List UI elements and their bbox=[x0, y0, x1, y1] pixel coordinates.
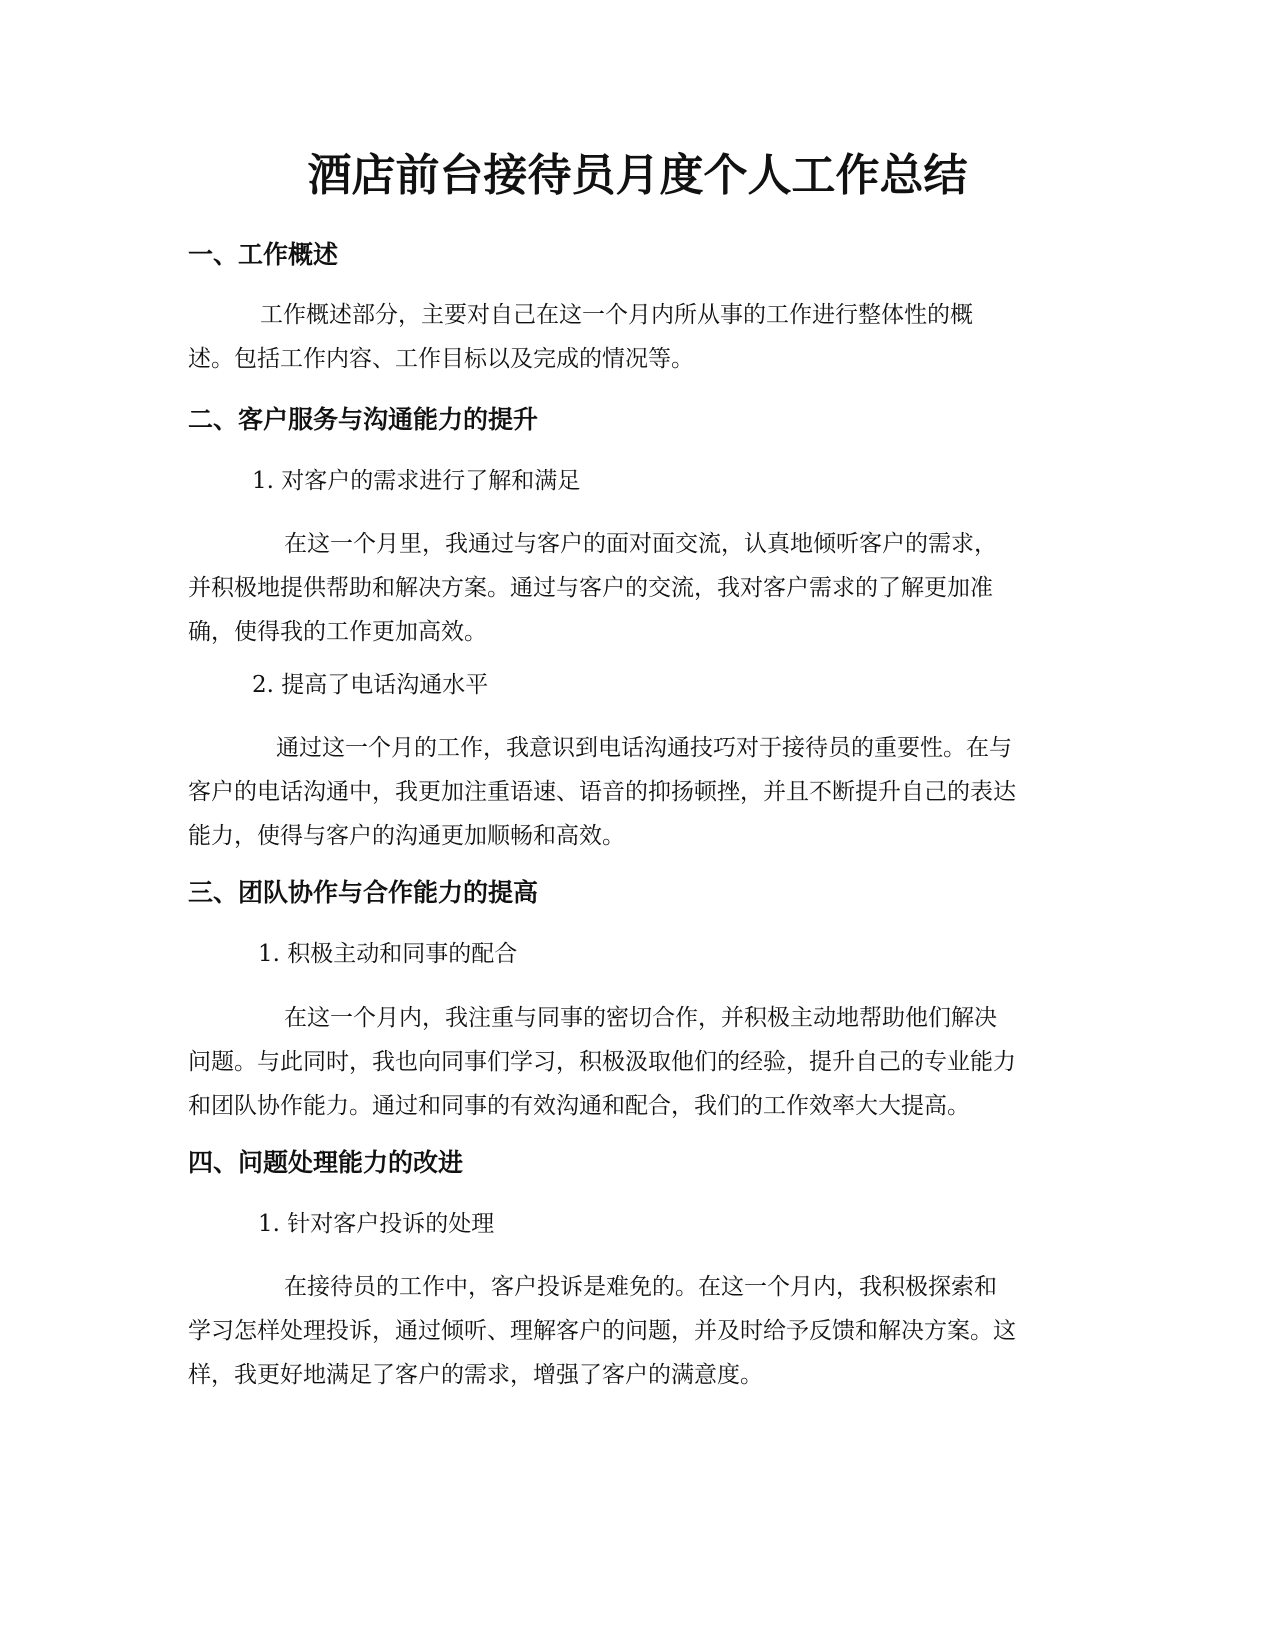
subsection-paragraph bbox=[188, 1265, 1016, 1397]
subsection-label: 2. 提高了电话沟通水平 bbox=[252, 672, 489, 698]
paragraph-line: 通过这一个月的工作，我意识到电话沟通技巧对于接待员的重要性。在与 bbox=[276, 735, 1012, 761]
section-heading-overview: 一、工作概述 bbox=[188, 240, 339, 269]
subsection-paragraph bbox=[188, 996, 1016, 1128]
section-heading-teamwork: 三、团队协作与合作能力的提高 bbox=[188, 878, 539, 907]
subsection-paragraph bbox=[188, 522, 997, 654]
paragraph-line: 客户的电话沟通中，我更加注重语速、语音的抑扬顿挫，并且不断提升自己的表达 bbox=[188, 779, 1016, 805]
paragraph-line: 在这一个月内，我注重与同事的密切合作，并积极主动地帮助他们解决 bbox=[284, 1005, 997, 1031]
paragraph-line: 述。包括工作内容、工作目标以及完成的情况等。 bbox=[188, 346, 694, 372]
overview-paragraph bbox=[188, 293, 973, 381]
paragraph-line: 和团队协作能力。通过和同事的有效沟通和配合，我们的工作效率大大提高。 bbox=[188, 1093, 970, 1119]
paragraph-line: 工作概述部分，主要对自己在这一个月内所从事的工作进行整体性的概 bbox=[260, 302, 973, 328]
paragraph-line: 确，使得我的工作更加高效。 bbox=[188, 619, 487, 645]
paragraph-line: 能力，使得与客户的沟通更加顺畅和高效。 bbox=[188, 823, 625, 849]
paragraph-line: 在接待员的工作中，客户投诉是难免的。在这一个月内，我积极探索和 bbox=[284, 1274, 997, 1300]
paragraph-line: 并积极地提供帮助和解决方案。通过与客户的交流，我对客户需求的了解更加准 bbox=[188, 575, 993, 601]
paragraph-line: 问题。与此同时，我也向同事们学习，积极汲取他们的经验，提升自己的专业能力 bbox=[188, 1049, 1016, 1075]
document-title: 酒店前台接待员月度个人工作总结 bbox=[307, 150, 968, 201]
section-heading-customer-service: 二、客户服务与沟通能力的提升 bbox=[188, 405, 539, 434]
paragraph-line: 样，我更好地满足了客户的需求，增强了客户的满意度。 bbox=[188, 1362, 763, 1388]
subsection-paragraph bbox=[188, 726, 1016, 858]
subsection-label: 1. 对客户的需求进行了解和满足 bbox=[252, 468, 581, 494]
subsection-label: 1. 积极主动和同事的配合 bbox=[258, 941, 518, 967]
subsection-label: 1. 针对客户投诉的处理 bbox=[258, 1211, 495, 1237]
paragraph-line: 在这一个月里，我通过与客户的面对面交流，认真地倾听客户的需求， bbox=[284, 531, 997, 557]
paragraph-line: 学习怎样处理投诉，通过倾听、理解客户的问题，并及时给予反馈和解决方案。这 bbox=[188, 1318, 1016, 1344]
section-heading-problem-handling: 四、问题处理能力的改进 bbox=[188, 1148, 464, 1177]
